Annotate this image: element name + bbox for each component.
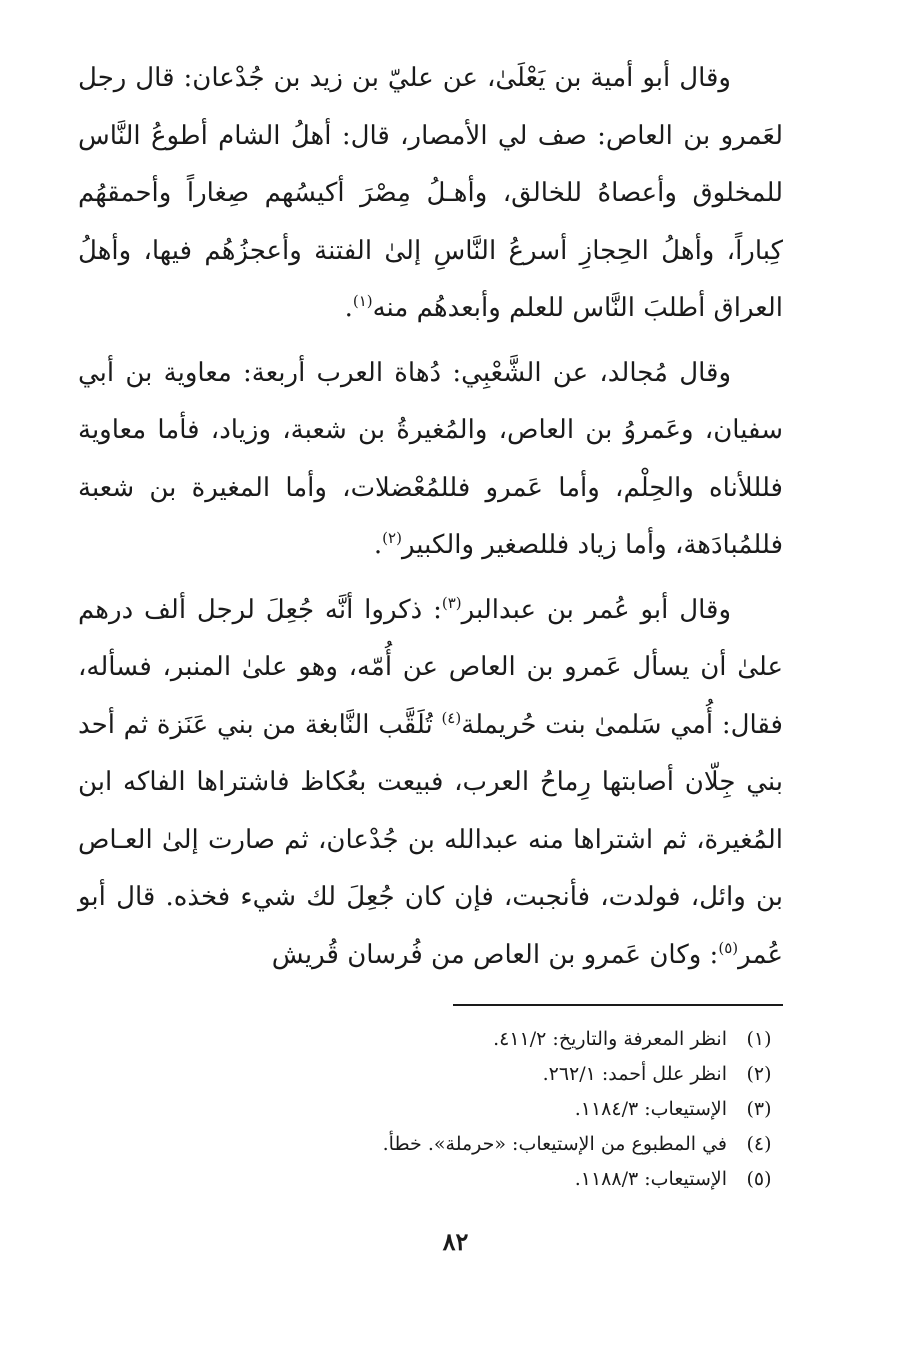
paragraph-text: تُلَقَّب النَّابغة من بني عَنَزة ثم أحد بني جِلّان أصابتها رِماحُ العرب، فبيعت بعُكاظ فاشتراها الفاكه ابن المُغيرة، ثم اشتراها منه عبدالله بن جُدْعان، ثم صارت إلىٰ العـاص بن وائل، فولدت، فأنجبت، فإن كان جُعِلَ لك شيء فخذه. قال أبو عُمر [78, 709, 783, 970]
footnote-ref-3: (٣) [441, 593, 462, 612]
paragraph-text: : ذكروا أنَّه جُعِلَ لرجل ألف درهم علىٰ أن يسأل عَمرو بن العاص عن أُمّه، وهو علىٰ المنبر، فسأله، فقال: أُمي سَلمىٰ بنت حُريملة [78, 594, 783, 740]
footnote-item [223, 1162, 783, 1197]
footnote-number: (١) [746, 1028, 772, 1050]
paragraph-text: وقال أبو عُمر بن عبدالبر [461, 594, 731, 625]
footnote-text: الإستيعاب: ١١٨٨/٣. [574, 1168, 727, 1190]
footnote-number: (٣) [746, 1098, 772, 1120]
footnote-number: (٥) [746, 1168, 772, 1190]
footnote-number: (٤) [746, 1133, 772, 1155]
paragraph-text: . [373, 530, 383, 560]
footnote-item [223, 1057, 783, 1092]
footnote-text: الإستيعاب: ١١٨٤/٣. [574, 1098, 727, 1120]
paragraph-1 [78, 50, 783, 338]
paragraph-text: وقال مُجالد، عن الشَّعْبِي: دُهاة العرب أربعة: معاوية بن أبي سفيان، وعَمروُ بن العاص، والمُغيرةُ بن شعبة، وزياد، فأما معاوية فلللأناه والحِلْم، وأما عَمرو فللمُعْضلات، وأما المغيرة بن شعبة فللمُبادَهة، وأما زياد فللصغير والكبير [78, 357, 783, 560]
paragraph-text: . [344, 293, 353, 323]
page-number: ٨٢ [442, 1227, 469, 1256]
paragraph-text: وقال أبو أمية بن يَعْلَىٰ، عن عليّ بن زيد بن جُدْعان: قال رجل لعَمرو بن العاص: صف لي الأمصار، قال: أهلُ الشام أطوعُ النَّاس للمخلوق وأعصاهُ للخالق، وأهـلُ مِصْرَ أكيسُهم صِغاراً وأحمقهُم كِباراً، وأهلُ الحِجازِ أسرعُ النَّاسِ إلىٰ الفتنة وأعجزُهُم فيها، وأهلُ العراق أطلبَ النَّاس للعلم وأبعدهُم منه [78, 63, 783, 323]
paragraph-text: : وكان عَمرو بن العاص من فُرسان قُريش [271, 939, 719, 970]
footnote-item [223, 1022, 783, 1057]
footnote-text: انظر علل أحمد: ٢٦٢/١. [542, 1063, 727, 1085]
footnote-ref-2: (٢) [382, 529, 402, 547]
footnotes-list [223, 1022, 783, 1197]
footnote-text: في المطبوع من الإستيعاب: «حرملة». خطأ. [382, 1133, 727, 1155]
footnote-item [223, 1092, 783, 1127]
footnote-ref-4: (٤) [441, 708, 462, 727]
footnote-ref-1: (١) [352, 292, 373, 310]
paragraph-3 [78, 582, 783, 985]
footnote-number: (٢) [746, 1063, 772, 1085]
footnote-ref-5: (٥) [718, 938, 739, 957]
main-text [78, 50, 783, 991]
footnote-separator [453, 1004, 783, 1006]
footnote-item [223, 1127, 783, 1162]
paragraph-2 [78, 345, 783, 575]
footnote-text: انظر المعرفة والتاريخ: ٤١١/٢. [493, 1028, 727, 1050]
